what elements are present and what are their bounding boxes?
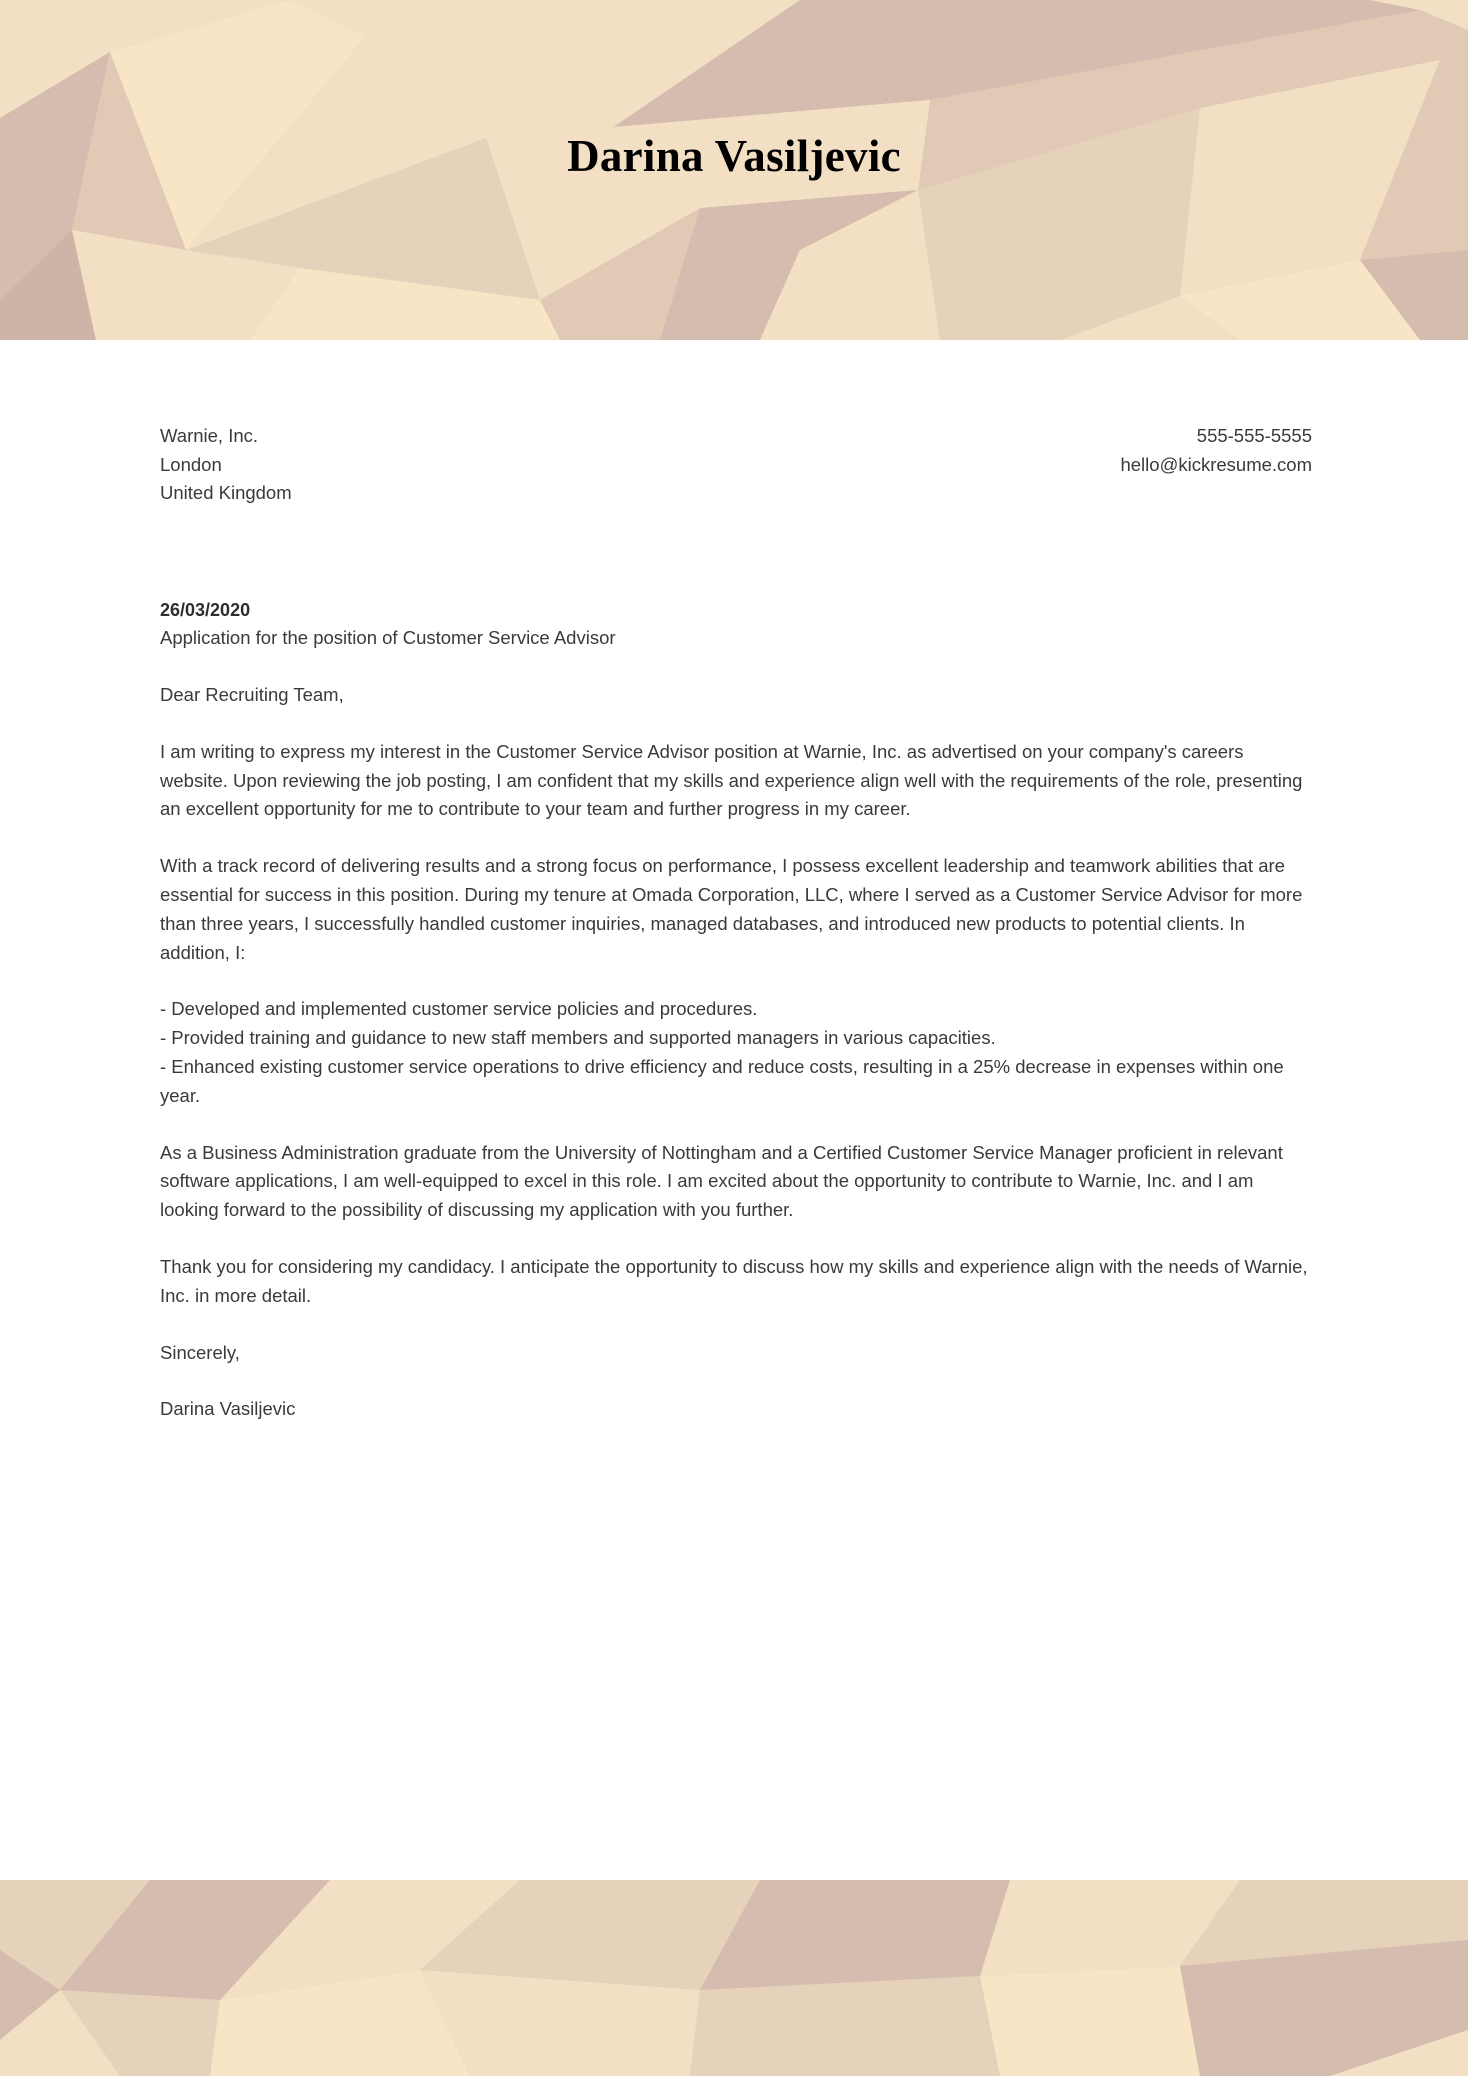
list-item: - Developed and implemented customer service policies and procedures.	[160, 998, 758, 1020]
letter-subject: Application for the position of Customer Service Advisor	[160, 627, 616, 649]
contact-email[interactable]: hello@kickresume.com	[1120, 453, 1312, 475]
contact-phone: 555-555-5555	[1196, 425, 1312, 446]
page-title: Darina Vasiljevic	[567, 131, 901, 181]
sender-contact	[1120, 422, 1312, 479]
letter-paragraph-2: With a track record of delivering results and a strong focus on performance, I possess excellent leadership and teamwork abilities that are essential for success in this position. During my tenure at Omada Corporation, LLC, where I served as a Customer Service Advisor for more than three years, I successfully handled customer inquiries, managed databases, and introduced new products to potential clients. In addition, I:	[160, 855, 1303, 963]
letter-paragraph-3: As a Business Administration graduate from the University of Nottingham and a Certified Customer Service Manager proficient in relevant software applications, I am well-equipped to excel in this role. I am excited about the opportunity to contribute to Warnie, Inc. and I am looking forward to the possibility of discussing my application with you further.	[160, 1141, 1283, 1221]
letter-content	[160, 340, 1312, 1452]
letter-paragraph-4: Thank you for considering my candidacy. I anticipate the opportunity to discuss how my skills and experience align with the needs of Warnie, Inc. in more detail.	[160, 1256, 1308, 1306]
achievement-list	[160, 995, 1312, 1110]
letter-paragraph-1: I am writing to express my interest in the Customer Service Advisor position at Warnie, Inc. as advertised on your company's careers website. Upon reviewing the job posting, I am confident that my skills and experience align well with the requirements of the role, presenting an excellent opportunity for me to contribute to your team and further progress in my career.	[160, 740, 1303, 820]
letter-date-line	[160, 596, 1312, 625]
recipient-city: London	[160, 453, 222, 475]
letter-date: 26/03/2020	[160, 599, 251, 620]
letter-salutation: Dear Recruiting Team,	[160, 684, 344, 706]
spacer	[160, 653, 1312, 681]
recipient-company: Warnie, Inc.	[160, 425, 259, 446]
recipient-country: United Kingdom	[160, 482, 292, 503]
list-item: - Enhanced existing customer service operations to drive efficiency and reduce costs, resulting in a 25% decrease in expenses within one year.	[160, 1056, 1284, 1106]
letter-sheet	[0, 340, 1468, 1880]
address-contact-row	[160, 340, 1312, 508]
footer-banner	[0, 1880, 1468, 2076]
letter-closing: Sincerely,	[160, 1341, 240, 1363]
footer-polygon-pattern	[0, 1880, 1468, 2076]
letter-signature: Darina Vasiljevic	[160, 1398, 296, 1420]
letter-body	[160, 596, 1312, 1425]
recipient-address	[160, 422, 292, 508]
list-item: - Provided training and guidance to new staff members and supported managers in various capacities.	[160, 1027, 996, 1049]
header-banner	[0, 0, 1468, 340]
